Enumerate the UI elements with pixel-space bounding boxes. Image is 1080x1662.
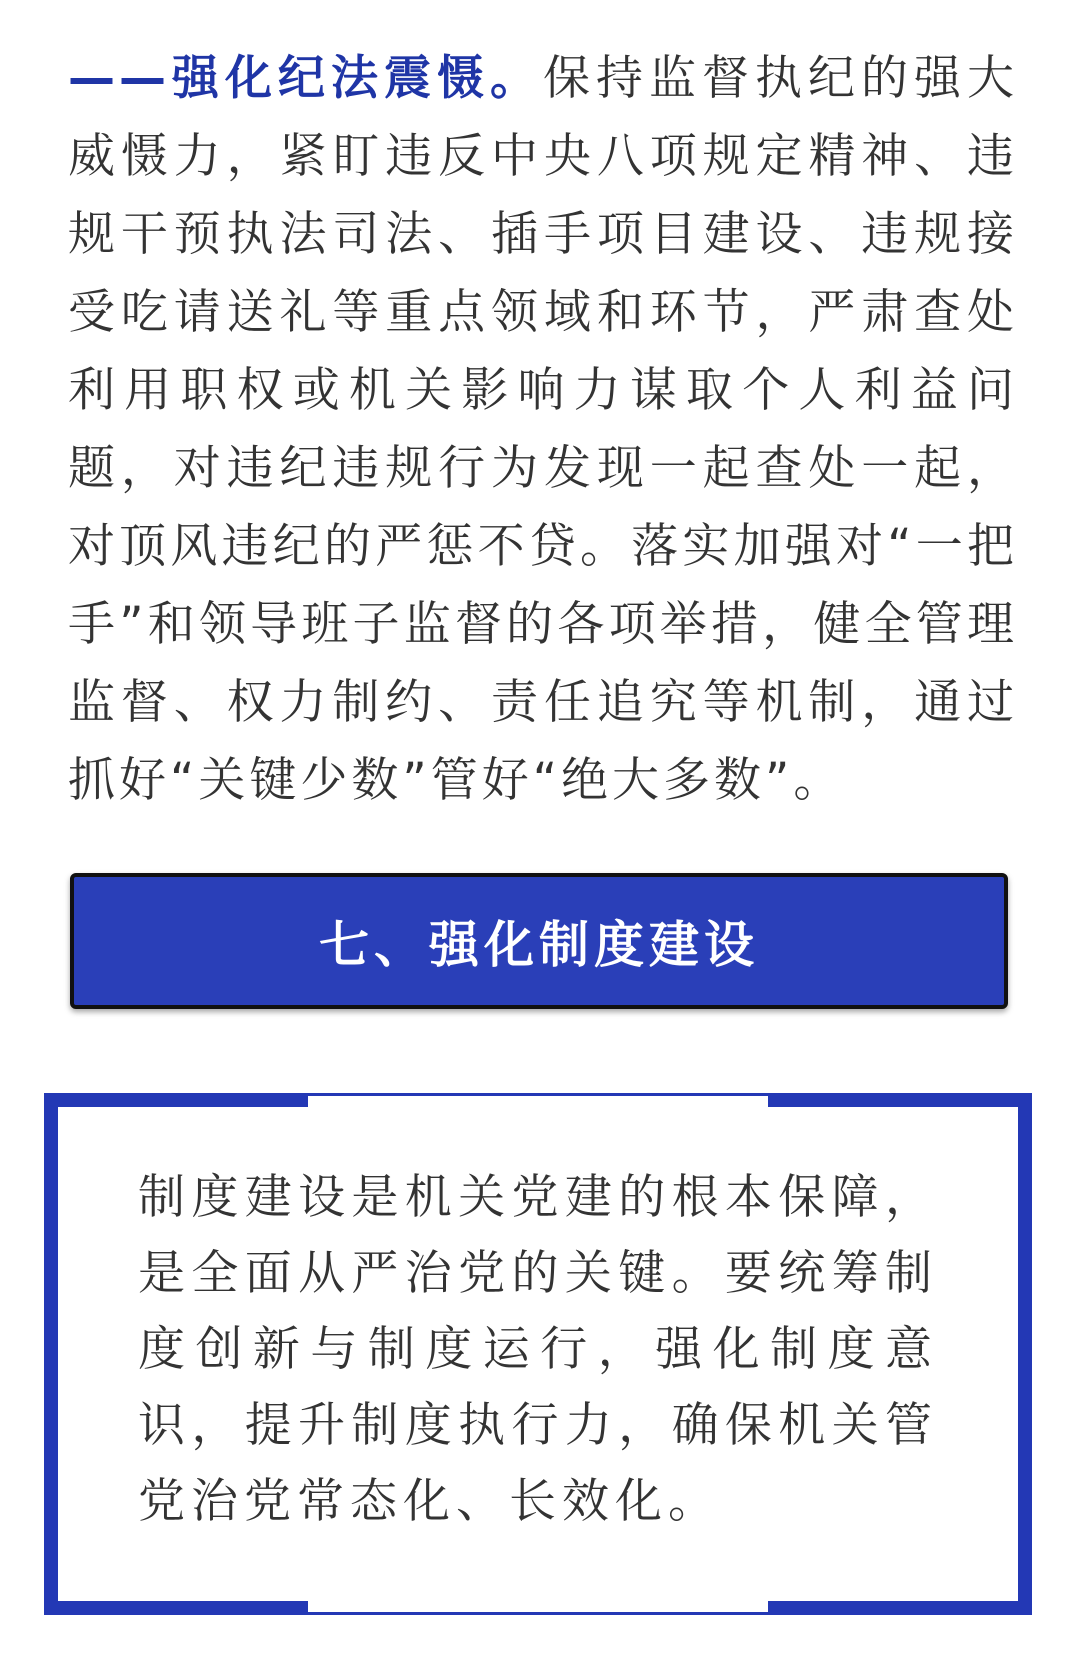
frame-top-thin-line — [308, 1093, 768, 1096]
frame-right-side — [1018, 1093, 1032, 1615]
framed-body-text: 制度建设是机关党建的根本保障，是全面从严治党的关键。要统筹制度创新与制度运行，强化制度意识，提升制度执行力，确保机关管党治党常态化、长效化。 — [138, 1170, 938, 1529]
frame-corner-top-left-h — [44, 1093, 308, 1107]
frame-corner-top-right-h — [768, 1093, 1032, 1107]
frame-left-side — [44, 1093, 58, 1615]
paragraph-body-text: 保持监督执纪的强大威慑力，紧盯违反中央八项规定精神、违规干预执法司法、插手项目建设、违规接受吃请送礼等重点领域和环节，严肃查处利用职权或机关影响力谋取个人利益问题，对违纪违规行为发现一起查处一起，对顶风违纪的严惩不贷。落实加强对“一把手”和领导班子监督的各项举措，健全管理监督、权力制约、责任追究等机制，通过抓好“关键少数”管好“绝大多数”。 — [68, 51, 1018, 808]
section-heading-title: 七、强化制度建设 — [319, 916, 759, 974]
section-heading-banner — [70, 873, 1008, 1009]
section-paragraph — [68, 40, 1018, 820]
frame-corner-bottom-right-h — [768, 1601, 1032, 1615]
frame-bottom-thin-line — [308, 1612, 768, 1615]
paragraph-lead-heading: ——强化纪法震慑。 — [68, 51, 543, 106]
frame-corner-bottom-left-h — [44, 1601, 308, 1615]
